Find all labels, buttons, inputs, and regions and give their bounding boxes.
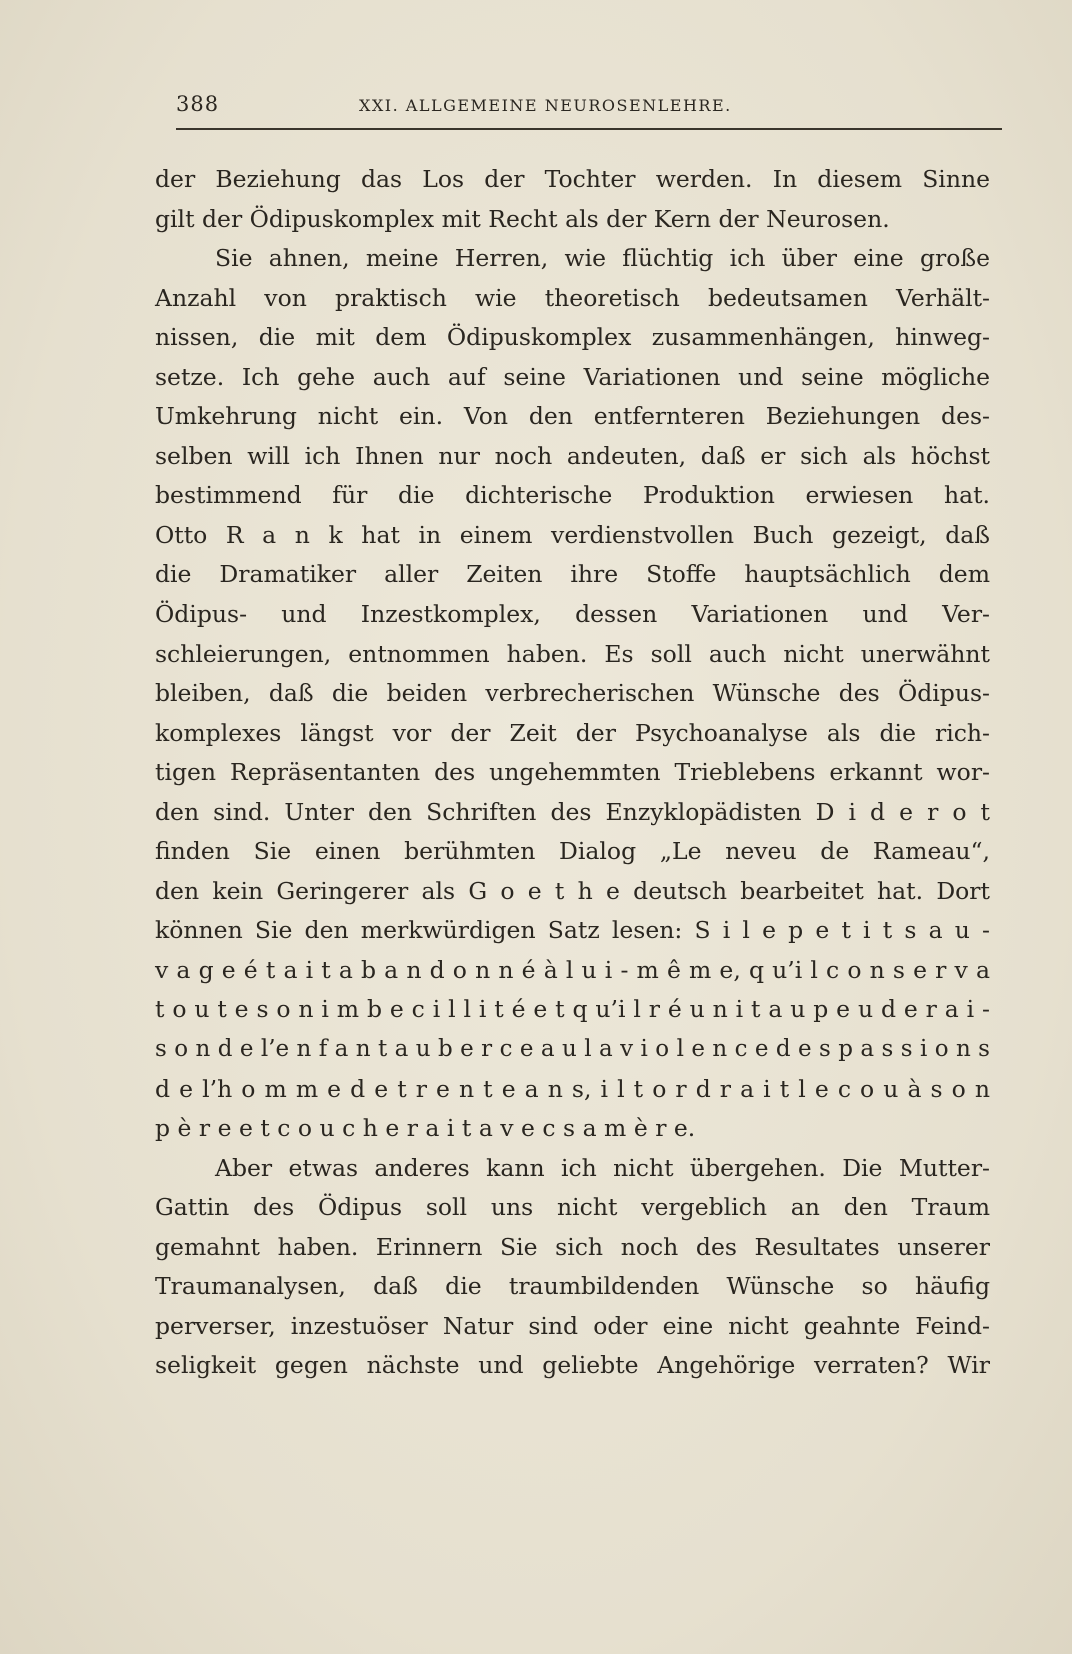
text-line: den kein Geringerer als G o e t h e deutsch bearbeitet hat. Dort [155, 876, 990, 905]
text-line: Traumanalysen, daß die traumbildenden Wünsche so häufig [155, 1272, 990, 1301]
page-header [176, 92, 1002, 128]
text-line: finden Sie einen berühmten Dialog „Le neveu de Rameau“, [155, 837, 990, 866]
text-line: den sind. Unter den Schriften des Enzyklopädisten D i d e r o t [155, 797, 990, 826]
text-line: setze. Ich gehe auch auf seine Variationen und seine mögliche [155, 362, 990, 391]
text-line: tigen Repräsentanten des ungehemmten Trieblebens erkannt wor- [155, 758, 990, 787]
text-line: Aber etwas anderes kann ich nicht übergehen. Die Mutter- [215, 1153, 990, 1182]
body-text [155, 160, 990, 1386]
running-head: XXI. ALLGEMEINE NEUROSENLEHRE. [359, 96, 732, 115]
text-line: komplexes längst vor der Zeit der Psychoanalyse als die rich- [155, 718, 990, 747]
text-line: Otto R a n k hat in einem verdienstvollen Buch gezeigt, daß [155, 520, 990, 549]
text-line: die Dramatiker aller Zeiten ihre Stoffe hauptsächlich dem [155, 560, 990, 589]
text-line: können Sie den merkwürdigen Satz lesen: S i l e p e t i t s a u - [155, 916, 990, 945]
text-line: der Beziehung das Los der Tochter werden. In diesem Sinne [155, 165, 990, 193]
text-line: selben will ich Ihnen nur noch andeuten, daß er sich als höchst [155, 441, 990, 470]
text-line: p è r e e t c o u c h e r a i t a v e c s a m è r e. [155, 1114, 696, 1143]
text-line: d e l’h o m m e d e t r e n t e a n s, i l t o r d r a i t l e c o u à s o n [155, 1074, 990, 1103]
text-line: Gattin des Ödipus soll uns nicht vergeblich an den Traum [155, 1193, 990, 1222]
text-line: schleierungen, entnommen haben. Es soll auch nicht unerwähnt [155, 639, 990, 668]
text-line: bleiben, daß die beiden verbrecherischen Wünsche des Ödipus- [155, 679, 990, 708]
text-line: Sie ahnen, meine Herren, wie flüchtig ich über eine große [215, 244, 990, 273]
text-line: Ödipus- und Inzestkomplex, dessen Variationen und Ver- [155, 600, 990, 629]
text-line: gemahnt haben. Erinnern Sie sich noch des Resultates unserer [155, 1232, 990, 1261]
text-line: seligkeit gegen nächste und geliebte Angehörige verraten? Wir [155, 1351, 990, 1380]
header-rule [176, 128, 1002, 130]
text-line: gilt der Ödipuskomplex mit Recht als der Kern der Neurosen. [155, 204, 890, 233]
text-line: s o n d e l’e n f a n t a u b e r c e a u l a v i o l e n c e d e s p a s s i o n s [155, 1036, 990, 1063]
text-line: Anzahl von praktisch wie theoretisch bedeutsamen Verhält- [155, 283, 990, 312]
text-line: t o u t e s o n i m b e c i l l i t é e t q u’i l r é u n i t a u p e u d e r a i - [155, 995, 990, 1024]
text-line: Umkehrung nicht ein. Von den entfernteren Beziehungen des- [155, 402, 990, 431]
text-line: perverser, inzestuöser Natur sind oder eine nicht geahnte Feind- [155, 1311, 990, 1340]
text-line: nissen, die mit dem Ödipuskomplex zusammenhängen, hinweg- [155, 323, 990, 352]
page-number: 388 [176, 92, 220, 116]
text-line: v a g e é t a i t a b a n d o n n é à l u i - m ê m e, q u’i l c o n s e r v a [155, 955, 990, 984]
text-line: bestimmend für die dichterische Produktion erwiesen hat. [155, 481, 990, 510]
